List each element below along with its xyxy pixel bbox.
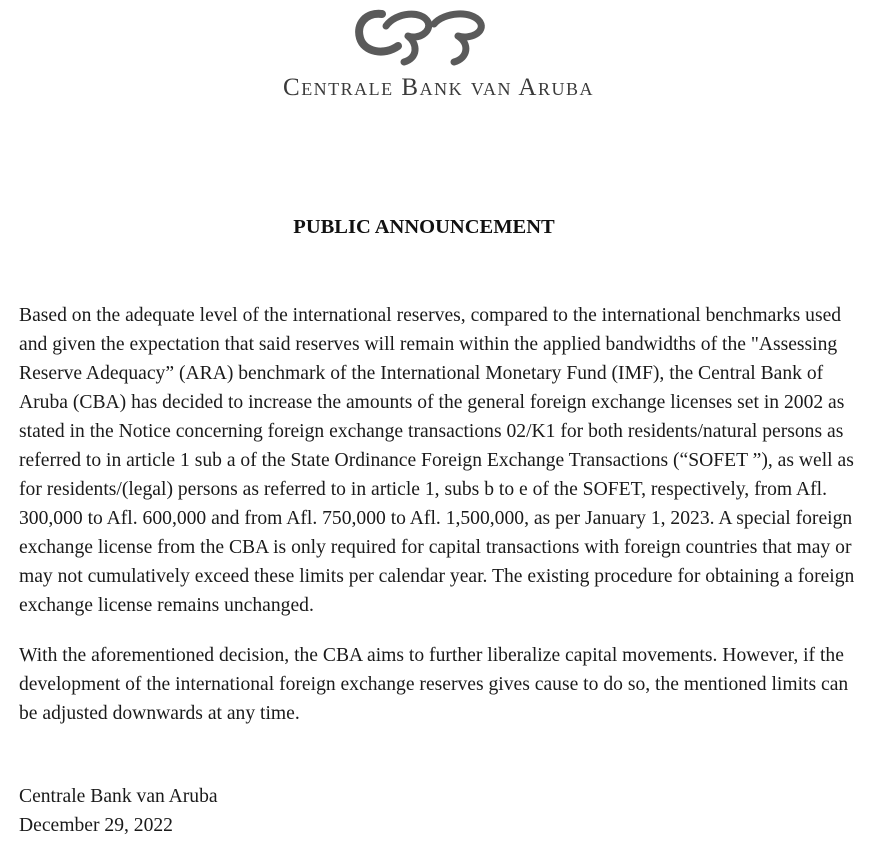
signature-block — [19, 782, 218, 840]
paragraph-line: With the aforementioned decision, the CBA aims to further liberalize capital movements. However, if the — [19, 645, 844, 666]
paragraph-line: exchange license remains unchanged. — [19, 595, 314, 616]
signature-date: December 29, 2022 — [19, 815, 173, 836]
body-paragraph-2 — [19, 641, 849, 728]
page-title: PUBLIC ANNOUNCEMENT — [293, 216, 555, 238]
body-paragraph-1 — [19, 301, 855, 620]
bank-name: Centrale Bank van Aruba — [283, 74, 594, 101]
paragraph-line: 300,000 to Afl. 600,000 and from Afl. 750,000 to Afl. 1,500,000, as per January 1, 2023. A special foreign — [19, 508, 853, 529]
signature-organization: Centrale Bank van Aruba — [19, 786, 218, 807]
paragraph-line: development of the international foreign exchange reserves gives cause to do so, the mentioned limits can — [19, 674, 849, 695]
paragraph-line: Based on the adequate level of the international reserves, compared to the international benchmarks used — [19, 305, 842, 326]
paragraph-line: stated in the Notice concerning foreign exchange transactions 02/K1 for both residents/natural persons as — [19, 421, 844, 442]
paragraph-line: exchange license from the CBA is only required for capital transactions with foreign countries that may or — [19, 537, 852, 558]
paragraph-line: referred to in article 1 sub a of the State Ordinance Foreign Exchange Transactions (“SOFET ”), as well as — [19, 450, 854, 471]
cba-logo-icon — [348, 0, 498, 68]
paragraph-line: Reserve Adequacy” (ARA) benchmark of the International Monetary Fund (IMF), the Central Bank of — [19, 363, 824, 384]
paragraph-line: Aruba (CBA) has decided to increase the amounts of the general foreign exchange licenses set in 2002 as — [19, 392, 845, 413]
paragraph-line: for residents/(legal) persons as referred to in article 1, subs b to e of the SOFET, respectively, from Afl. — [19, 479, 828, 500]
paragraph-line: and given the expectation that said reserves will remain within the applied bandwidths of the "Assessing — [19, 334, 838, 355]
paragraph-line: may not cumulatively exceed these limits per calendar year. The existing procedure for obtaining a foreign — [19, 566, 855, 587]
paragraph-line: be adjusted downwards at any time. — [19, 703, 300, 724]
